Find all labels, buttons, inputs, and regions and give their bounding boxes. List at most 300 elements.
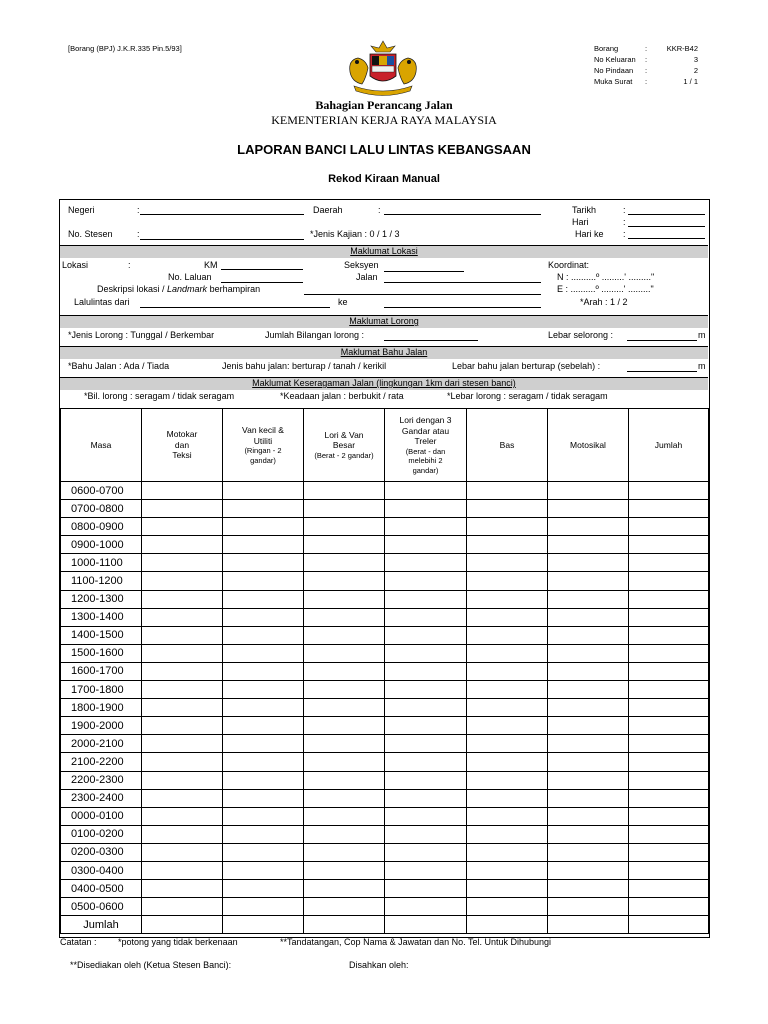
count-cell[interactable] <box>304 735 385 753</box>
count-cell[interactable] <box>467 753 548 771</box>
count-cell[interactable] <box>385 771 467 789</box>
count-cell[interactable] <box>304 590 385 608</box>
count-cell[interactable] <box>548 681 629 699</box>
no-laluan-field[interactable] <box>221 282 303 283</box>
count-cell[interactable] <box>142 482 223 500</box>
count-cell[interactable] <box>142 681 223 699</box>
count-cell[interactable] <box>142 554 223 572</box>
col-motokar <box>142 409 223 482</box>
colon: : <box>128 260 131 270</box>
count-cell[interactable] <box>629 699 709 717</box>
col-label: Motokar dan Teksi <box>166 429 198 461</box>
count-cell[interactable] <box>548 572 629 590</box>
count-cell[interactable] <box>223 789 304 807</box>
count-cell[interactable] <box>467 500 548 518</box>
time-slot: 1900-2000 <box>61 717 142 735</box>
time-slot: 2300-2400 <box>61 789 142 807</box>
ke-label: ke <box>338 297 348 307</box>
count-cell[interactable] <box>304 789 385 807</box>
hari-ke-field[interactable] <box>628 238 705 239</box>
time-slot: 0100-0200 <box>61 825 142 843</box>
ke-field[interactable] <box>384 307 541 308</box>
time-slot: 1400-1500 <box>61 626 142 644</box>
count-cell[interactable] <box>304 699 385 717</box>
count-cell[interactable] <box>304 753 385 771</box>
count-cell[interactable] <box>629 518 709 536</box>
colon: : <box>623 205 626 215</box>
count-cell[interactable] <box>385 861 467 879</box>
count-cell[interactable] <box>467 536 548 554</box>
table-row <box>61 681 709 699</box>
count-cell[interactable] <box>142 898 223 916</box>
meta-value: KKR-B42 <box>666 44 698 53</box>
count-cell[interactable] <box>629 500 709 518</box>
count-cell[interactable] <box>548 771 629 789</box>
colon: : <box>378 205 381 215</box>
count-cell[interactable] <box>304 626 385 644</box>
count-cell[interactable] <box>304 771 385 789</box>
count-cell[interactable] <box>142 843 223 861</box>
unit-m: m <box>698 361 706 371</box>
count-cell[interactable] <box>629 662 709 680</box>
meta-colon: : <box>645 66 648 75</box>
count-cell[interactable] <box>385 590 467 608</box>
count-cell[interactable] <box>223 717 304 735</box>
count-cell[interactable] <box>629 717 709 735</box>
count-cell[interactable] <box>304 500 385 518</box>
count-cell[interactable] <box>142 590 223 608</box>
table-row <box>61 482 709 500</box>
table-row <box>61 536 709 554</box>
table-row <box>61 717 709 735</box>
count-cell[interactable] <box>548 482 629 500</box>
count-cell[interactable] <box>304 536 385 554</box>
time-slot: 0000-0100 <box>61 807 142 825</box>
col-sublabel: (Berat - dan melebihi 2 gandar) <box>405 446 446 475</box>
colon: : <box>137 229 140 239</box>
count-cell[interactable] <box>629 644 709 662</box>
count-cell[interactable] <box>629 789 709 807</box>
count-cell[interactable] <box>304 898 385 916</box>
time-slot: 0600-0700 <box>61 482 142 500</box>
count-cell[interactable] <box>467 771 548 789</box>
count-cell[interactable] <box>304 554 385 572</box>
count-cell[interactable] <box>629 843 709 861</box>
arah-label: *Arah : 1 / 2 <box>580 297 628 307</box>
total-label: Jumlah <box>61 916 142 934</box>
count-cell[interactable] <box>385 554 467 572</box>
section-lokasi-header <box>60 245 708 258</box>
count-cell[interactable] <box>223 753 304 771</box>
count-cell[interactable] <box>223 482 304 500</box>
count-cell[interactable] <box>385 572 467 590</box>
page-title: LAPORAN BANCI LALU LINTAS KEBANGSAAN <box>237 142 531 157</box>
count-cell[interactable] <box>142 644 223 662</box>
table-row <box>61 735 709 753</box>
count-cell[interactable] <box>223 500 304 518</box>
time-slot: 0400-0500 <box>61 880 142 898</box>
count-cell[interactable] <box>467 843 548 861</box>
ministry-name: KEMENTERIAN KERJA RAYA MALAYSIA <box>271 113 497 127</box>
table-row <box>61 789 709 807</box>
table-row <box>61 898 709 916</box>
count-cell[interactable] <box>223 554 304 572</box>
count-cell[interactable] <box>385 482 467 500</box>
table-row <box>61 500 709 518</box>
count-cell[interactable] <box>629 681 709 699</box>
count-cell[interactable] <box>223 699 304 717</box>
km-field[interactable] <box>221 269 303 270</box>
table-row <box>61 843 709 861</box>
count-cell[interactable] <box>223 861 304 879</box>
coat-of-arms-icon <box>340 38 426 96</box>
count-cell[interactable] <box>629 735 709 753</box>
col-sublabel: (Berat - 2 gandar) <box>314 450 374 460</box>
count-cell[interactable] <box>467 644 548 662</box>
table-row <box>61 861 709 879</box>
daerah-label: Daerah <box>313 205 343 215</box>
time-slot: 1800-1900 <box>61 699 142 717</box>
lalulintas-label: Lalulintas dari <box>74 297 130 307</box>
count-cell[interactable] <box>629 807 709 825</box>
koordinat-label: Koordinat: <box>548 260 590 270</box>
hari-label: Hari <box>572 217 589 227</box>
count-cell[interactable] <box>629 554 709 572</box>
count-cell[interactable] <box>548 789 629 807</box>
col-label: Motosikal <box>570 439 606 450</box>
count-cell[interactable] <box>223 681 304 699</box>
no-stesen-field[interactable] <box>140 239 304 240</box>
table-row <box>61 572 709 590</box>
count-cell[interactable] <box>304 717 385 735</box>
unit-m: m <box>698 330 706 340</box>
count-cell[interactable] <box>304 807 385 825</box>
count-cell[interactable] <box>142 753 223 771</box>
meta-value: 3 <box>693 55 698 64</box>
count-cell[interactable] <box>385 807 467 825</box>
count-cell[interactable] <box>467 518 548 536</box>
lokasi-label: Lokasi <box>62 260 89 270</box>
count-cell[interactable] <box>223 843 304 861</box>
total-cell[interactable] <box>548 916 629 934</box>
jumlah-lorong-field[interactable] <box>384 340 478 341</box>
count-cell[interactable] <box>548 825 629 843</box>
count-cell[interactable] <box>223 771 304 789</box>
count-cell[interactable] <box>304 825 385 843</box>
count-cell[interactable] <box>548 807 629 825</box>
count-cell[interactable] <box>385 825 467 843</box>
count-cell[interactable] <box>548 590 629 608</box>
count-cell[interactable] <box>629 608 709 626</box>
table-row <box>61 518 709 536</box>
hari-field[interactable] <box>628 226 705 227</box>
count-cell[interactable] <box>467 608 548 626</box>
jalan-field[interactable] <box>384 282 541 283</box>
table-row <box>61 626 709 644</box>
count-cell[interactable] <box>223 880 304 898</box>
count-cell[interactable] <box>223 590 304 608</box>
count-cell[interactable] <box>223 662 304 680</box>
count-cell[interactable] <box>467 735 548 753</box>
col-motosikal <box>548 409 629 482</box>
table-row <box>61 825 709 843</box>
count-cell[interactable] <box>548 500 629 518</box>
count-cell[interactable] <box>467 880 548 898</box>
footnote-tandatangan: **Tandatangan, Cop Nama & Jawatan dan No. Tel. Untuk Dihubungi <box>280 937 552 947</box>
count-cell[interactable] <box>548 735 629 753</box>
count-cell[interactable] <box>142 699 223 717</box>
count-cell[interactable] <box>467 717 548 735</box>
count-cell[interactable] <box>385 717 467 735</box>
count-cell[interactable] <box>223 626 304 644</box>
count-cell[interactable] <box>304 644 385 662</box>
count-cell[interactable] <box>629 861 709 879</box>
count-cell[interactable] <box>548 753 629 771</box>
section-keseragaman-header <box>60 377 708 390</box>
count-cell[interactable] <box>385 500 467 518</box>
col-lori-3-gandar <box>385 409 467 482</box>
meta-colon: : <box>645 77 648 86</box>
time-slot: 0200-0300 <box>61 843 142 861</box>
n-coordinate[interactable]: N : ..........º .........' ........." <box>557 272 655 282</box>
col-van-kecil <box>223 409 304 482</box>
lalulintas-dari-field[interactable] <box>140 307 330 308</box>
count-cell[interactable] <box>385 789 467 807</box>
col-label: Lori dengan 3 Gandar atau Treler <box>399 415 452 447</box>
count-cell[interactable] <box>142 735 223 753</box>
seksyen-label: Seksyen <box>344 260 379 270</box>
count-cell[interactable] <box>223 807 304 825</box>
table-row <box>61 662 709 680</box>
section-heading: Maklumat Lorong <box>349 316 419 326</box>
col-label: Van kecil & Utiliti <box>242 425 284 446</box>
total-cell[interactable] <box>142 916 223 934</box>
count-cell[interactable] <box>385 735 467 753</box>
count-cell[interactable] <box>304 518 385 536</box>
tarikh-field[interactable] <box>628 214 705 215</box>
time-slot: 1500-1600 <box>61 644 142 662</box>
form-reference: [Borang (BPJ) J.K.R.335 Pin.5/93] <box>68 44 182 53</box>
col-sublabel: (Ringan - 2 gandar) <box>244 446 282 465</box>
time-slot: 0800-0900 <box>61 518 142 536</box>
count-cell[interactable] <box>304 880 385 898</box>
count-cell[interactable] <box>385 662 467 680</box>
meta-label: Muka Surat <box>594 77 633 86</box>
time-slot: 0900-1000 <box>61 536 142 554</box>
count-cell[interactable] <box>385 843 467 861</box>
count-cell[interactable] <box>548 898 629 916</box>
total-cell[interactable] <box>304 916 385 934</box>
count-cell[interactable] <box>629 880 709 898</box>
count-cell[interactable] <box>223 644 304 662</box>
count-cell[interactable] <box>548 843 629 861</box>
total-cell[interactable] <box>223 916 304 934</box>
count-cell[interactable] <box>548 536 629 554</box>
count-cell[interactable] <box>142 572 223 590</box>
disediakan-label: **Disediakan oleh (Ketua Stesen Banci): <box>70 960 232 970</box>
time-slot: 1000-1100 <box>61 554 142 572</box>
meta-value: 1 / 1 <box>683 77 698 86</box>
bil-lorong-label: *Bil. lorong : seragam / tidak seragam <box>84 391 235 401</box>
count-table <box>60 408 709 934</box>
lebar-selorong-field[interactable] <box>627 340 697 341</box>
col-label: Lori & Van Besar <box>324 429 364 451</box>
count-cell[interactable] <box>142 861 223 879</box>
count-cell[interactable] <box>385 753 467 771</box>
count-cell[interactable] <box>385 644 467 662</box>
count-cell[interactable] <box>467 554 548 572</box>
count-cell[interactable] <box>223 572 304 590</box>
col-jumlah <box>629 409 709 482</box>
count-cell[interactable] <box>548 608 629 626</box>
col-masa <box>61 409 142 482</box>
count-cell[interactable] <box>142 500 223 518</box>
count-cell[interactable] <box>223 608 304 626</box>
count-cell[interactable] <box>548 880 629 898</box>
table-row <box>61 554 709 572</box>
km-label: KM <box>204 260 218 270</box>
count-cell[interactable] <box>467 681 548 699</box>
count-cell[interactable] <box>548 662 629 680</box>
count-cell[interactable] <box>142 626 223 644</box>
total-cell[interactable] <box>385 916 467 934</box>
tarikh-label: Tarikh <box>572 205 597 215</box>
count-cell[interactable] <box>629 626 709 644</box>
count-cell[interactable] <box>304 861 385 879</box>
count-cell[interactable] <box>142 825 223 843</box>
count-cell[interactable] <box>223 825 304 843</box>
count-cell[interactable] <box>467 590 548 608</box>
count-cell[interactable] <box>142 536 223 554</box>
deskripsi-field[interactable] <box>304 294 541 295</box>
disahkan-label: Disahkan oleh: <box>349 960 409 970</box>
count-cell[interactable] <box>142 807 223 825</box>
count-cell[interactable] <box>629 753 709 771</box>
count-cell[interactable] <box>142 717 223 735</box>
count-cell[interactable] <box>548 644 629 662</box>
deskripsi-label <box>97 284 260 294</box>
department-name: Bahagian Perancang Jalan <box>315 98 453 112</box>
count-cell[interactable] <box>548 717 629 735</box>
count-cell[interactable] <box>142 608 223 626</box>
count-cell[interactable] <box>142 880 223 898</box>
total-row <box>61 916 709 934</box>
count-cell[interactable] <box>467 482 548 500</box>
deskripsi-text: Deskripsi lokasi / <box>97 284 168 294</box>
count-cell[interactable] <box>548 518 629 536</box>
count-cell[interactable] <box>142 771 223 789</box>
count-cell[interactable] <box>629 536 709 554</box>
lebar-lorong-label: *Lebar lorong : seragam / tidak seragam <box>447 391 608 401</box>
count-cell[interactable] <box>223 735 304 753</box>
count-cell[interactable] <box>467 699 548 717</box>
count-cell[interactable] <box>304 843 385 861</box>
seksyen-field[interactable] <box>384 271 464 272</box>
total-cell[interactable] <box>629 916 709 934</box>
lebar-selorong-label: Lebar selorong : <box>548 330 614 340</box>
section-bahu-header <box>60 346 708 359</box>
count-cell[interactable] <box>142 518 223 536</box>
count-cell[interactable] <box>385 536 467 554</box>
table-row <box>61 771 709 789</box>
negeri-field[interactable] <box>140 214 304 215</box>
meta-label: Borang <box>594 44 619 53</box>
time-slot: 1700-1800 <box>61 681 142 699</box>
time-slot: 2000-2100 <box>61 735 142 753</box>
colon: : <box>623 217 626 227</box>
count-cell[interactable] <box>467 825 548 843</box>
bahu-ada-label: *Bahu Jalan : Ada / Tiada <box>68 361 170 371</box>
page-subtitle: Rekod Kiraan Manual <box>328 173 440 185</box>
count-cell[interactable] <box>385 681 467 699</box>
count-cell[interactable] <box>304 681 385 699</box>
count-cell[interactable] <box>548 626 629 644</box>
table-row <box>61 608 709 626</box>
berhampiran-text: berhampiran <box>207 284 261 294</box>
count-cell[interactable] <box>304 572 385 590</box>
daerah-field[interactable] <box>384 214 541 215</box>
count-cell[interactable] <box>385 626 467 644</box>
count-cell[interactable] <box>385 880 467 898</box>
col-label: Jumlah <box>654 439 683 450</box>
count-cell[interactable] <box>467 572 548 590</box>
count-cell[interactable] <box>548 861 629 879</box>
count-cell[interactable] <box>467 626 548 644</box>
count-cell[interactable] <box>629 482 709 500</box>
negeri-label: Negeri <box>68 205 95 215</box>
count-cell[interactable] <box>304 608 385 626</box>
count-cell[interactable] <box>629 590 709 608</box>
table-header-row <box>61 409 709 482</box>
count-cell[interactable] <box>629 898 709 916</box>
count-cell[interactable] <box>304 662 385 680</box>
count-cell[interactable] <box>223 536 304 554</box>
total-cell[interactable] <box>467 916 548 934</box>
count-cell[interactable] <box>467 789 548 807</box>
count-cell[interactable] <box>548 554 629 572</box>
keadaan-jalan-label: *Keadaan jalan : berbukit / rata <box>280 391 404 401</box>
jenis-bahu-label: Jenis bahu jalan: berturap / tanah / kerikil <box>222 361 387 371</box>
count-cell[interactable] <box>467 861 548 879</box>
catatan-label: Catatan : <box>60 937 97 947</box>
count-cell[interactable] <box>467 898 548 916</box>
count-cell[interactable] <box>304 482 385 500</box>
time-slot: 1600-1700 <box>61 662 142 680</box>
e-coordinate[interactable]: E : ..........º .........' ........." <box>557 284 654 294</box>
table-row <box>61 644 709 662</box>
count-cell[interactable] <box>142 662 223 680</box>
section-heading: Maklumat Lokasi <box>350 246 418 256</box>
count-cell[interactable] <box>223 898 304 916</box>
count-cell[interactable] <box>385 608 467 626</box>
count-cell[interactable] <box>467 662 548 680</box>
meta-label: No Pindaan <box>594 66 634 75</box>
count-cell[interactable] <box>548 699 629 717</box>
count-cell[interactable] <box>385 518 467 536</box>
count-cell[interactable] <box>223 518 304 536</box>
table-row <box>61 753 709 771</box>
count-cell[interactable] <box>385 898 467 916</box>
count-cell[interactable] <box>629 771 709 789</box>
jumlah-lorong-label: Jumlah Bilangan lorong : <box>265 330 365 340</box>
count-cell[interactable] <box>142 789 223 807</box>
count-cell[interactable] <box>629 572 709 590</box>
count-cell[interactable] <box>467 807 548 825</box>
meta-value: 2 <box>693 66 698 75</box>
count-cell[interactable] <box>629 825 709 843</box>
lebar-bahu-field[interactable] <box>627 371 697 372</box>
count-cell[interactable] <box>385 699 467 717</box>
